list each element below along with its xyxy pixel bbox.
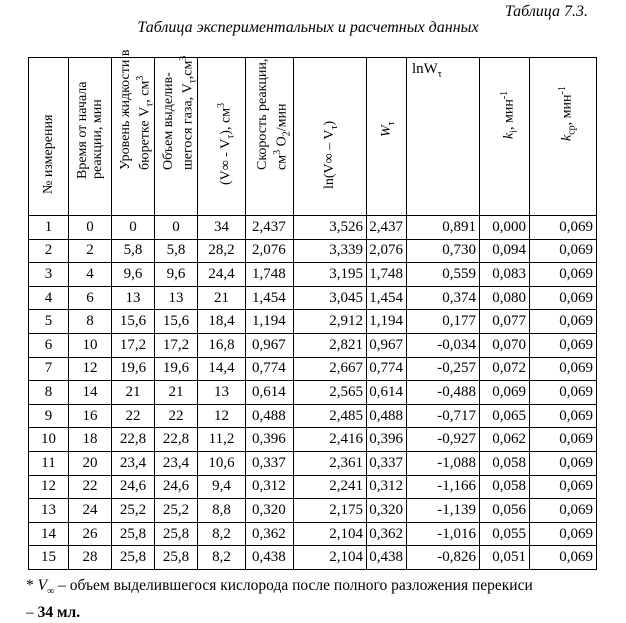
cell-kavg: 0,069 (530, 357, 597, 381)
cell-reaction-rate: 1,454 (246, 286, 294, 310)
cell-gas-volume: 15,6 (155, 310, 198, 334)
header-ln-volume: $\ln(V\infty - V_\tau)$ (294, 58, 367, 216)
cell-gas-volume: 17,2 (155, 333, 198, 357)
cell-volume-diff: 16,8 (198, 333, 246, 357)
table-row (29, 475, 597, 499)
cell-gas-volume: 25,8 (155, 522, 198, 546)
cell-reaction-rate: 0,438 (246, 546, 294, 570)
cell-ln-volume: 3,339 (294, 239, 367, 263)
cell-reaction-rate: 0,488 (246, 404, 294, 428)
cell-liquid-level: 24,6 (112, 475, 155, 499)
cell-liquid-level: 0 (112, 216, 155, 240)
cell-gas-volume: 25,2 (155, 499, 198, 523)
cell-w: 0,320 (367, 499, 407, 523)
cell-kavg: 0,069 (530, 428, 597, 452)
table-row (29, 522, 597, 546)
cell-volume-diff: 11,2 (198, 428, 246, 452)
cell-w: 0,967 (367, 333, 407, 357)
cell-ki: 0,069 (480, 381, 530, 405)
cell-reaction-rate: 0,320 (246, 499, 294, 523)
footnote: * $V_\infty$ – объем выделившегося кислорода после полного разложения перекиси – 34 мл. (26, 577, 533, 622)
cell-liquid-level: 21 (112, 381, 155, 405)
cell-ln-volume: 2,104 (294, 546, 367, 570)
table-row (29, 333, 597, 357)
cell-reaction-rate: 0,774 (246, 357, 294, 381)
table-row (29, 404, 597, 428)
cell-reaction-rate: 0,337 (246, 451, 294, 475)
table-row (29, 239, 597, 263)
cell-liquid-level: 25,8 (112, 522, 155, 546)
cell-liquid-level: 22,8 (112, 428, 155, 452)
cell-measurement: 3 (29, 263, 69, 287)
cell-w: 0,396 (367, 428, 407, 452)
cell-gas-volume: 24,6 (155, 475, 198, 499)
cell-ln-volume: 2,175 (294, 499, 367, 523)
cell-volume-diff: 24,4 (198, 263, 246, 287)
table-number: Таблица 7.3. (504, 3, 588, 20)
table-row (29, 263, 597, 287)
cell-time: 8 (69, 310, 112, 334)
cell-time: 12 (69, 357, 112, 381)
cell-gas-volume: 5,8 (155, 239, 198, 263)
cell-liquid-level: 15,6 (112, 310, 155, 334)
cell-ki: 0,051 (480, 546, 530, 570)
table-row (29, 357, 597, 381)
cell-gas-volume: 21 (155, 381, 198, 405)
cell-kavg: 0,069 (530, 546, 597, 570)
cell-kavg: 0,069 (530, 404, 597, 428)
cell-w: 0,312 (367, 475, 407, 499)
cell-ln-w: 0,559 (407, 263, 480, 287)
cell-measurement: 13 (29, 499, 69, 523)
cell-volume-diff: 21 (198, 286, 246, 310)
cell-ln-volume: 3,045 (294, 286, 367, 310)
cell-ln-w: 0,374 (407, 286, 480, 310)
table-row (29, 216, 597, 240)
header-ln-w: lnW$_\tau$ (407, 58, 480, 216)
header-liquid-level: Уровень жидкости в бюретке $V_\tau$, $см^3$ (112, 58, 155, 216)
cell-kavg: 0,069 (530, 522, 597, 546)
cell-volume-diff: 34 (198, 216, 246, 240)
cell-volume-diff: 28,2 (198, 239, 246, 263)
cell-ln-w: -0,717 (407, 404, 480, 428)
header-w: $W_\tau$ (367, 58, 407, 216)
cell-w: 0,438 (367, 546, 407, 570)
cell-time: 10 (69, 333, 112, 357)
cell-ki: 0,080 (480, 286, 530, 310)
cell-measurement: 8 (29, 381, 69, 405)
cell-ln-w: -1,016 (407, 522, 480, 546)
cell-ln-w: 0,177 (407, 310, 480, 334)
cell-ln-w: -0,488 (407, 381, 480, 405)
cell-w: 0,614 (367, 381, 407, 405)
cell-ln-w: -0,927 (407, 428, 480, 452)
cell-ln-volume: 2,565 (294, 381, 367, 405)
cell-liquid-level: 9,6 (112, 263, 155, 287)
cell-volume-diff: 18,4 (198, 310, 246, 334)
cell-measurement: 14 (29, 522, 69, 546)
cell-gas-volume: 13 (155, 286, 198, 310)
cell-kavg: 0,069 (530, 381, 597, 405)
cell-volume-diff: 8,2 (198, 546, 246, 570)
cell-ln-w: -0,826 (407, 546, 480, 570)
cell-reaction-rate: 0,967 (246, 333, 294, 357)
cell-w: 1,748 (367, 263, 407, 287)
header-kavg: $k_{ср}$, мин$^{-1}$ (530, 58, 597, 216)
table-body (29, 216, 597, 570)
cell-reaction-rate: 0,396 (246, 428, 294, 452)
cell-ln-volume: 2,485 (294, 404, 367, 428)
cell-measurement: 12 (29, 475, 69, 499)
cell-volume-diff: 9,4 (198, 475, 246, 499)
cell-time: 24 (69, 499, 112, 523)
header-measurement: № измерения (29, 58, 69, 216)
cell-ln-w: 0,891 (407, 216, 480, 240)
cell-reaction-rate: 0,312 (246, 475, 294, 499)
cell-ki: 0,058 (480, 475, 530, 499)
header-time: Время от начала реакции, мин (69, 58, 112, 216)
cell-ki: 0,083 (480, 263, 530, 287)
cell-time: 18 (69, 428, 112, 452)
cell-volume-diff: 13 (198, 381, 246, 405)
cell-ki: 0,070 (480, 333, 530, 357)
cell-liquid-level: 23,4 (112, 451, 155, 475)
cell-ln-volume: 2,821 (294, 333, 367, 357)
cell-liquid-level: 5,8 (112, 239, 155, 263)
cell-ln-volume: 2,104 (294, 522, 367, 546)
cell-gas-volume: 9,6 (155, 263, 198, 287)
cell-time: 14 (69, 381, 112, 405)
cell-kavg: 0,069 (530, 310, 597, 334)
cell-ln-volume: 2,241 (294, 475, 367, 499)
cell-liquid-level: 22 (112, 404, 155, 428)
cell-gas-volume: 0 (155, 216, 198, 240)
cell-kavg: 0,069 (530, 216, 597, 240)
cell-volume-diff: 8,8 (198, 499, 246, 523)
footnote-value: 34 мл. (37, 604, 81, 622)
header-row (29, 58, 597, 216)
cell-time: 20 (69, 451, 112, 475)
table-row (29, 428, 597, 452)
cell-ki: 0,072 (480, 357, 530, 381)
cell-ln-w: -1,139 (407, 499, 480, 523)
table-row (29, 381, 597, 405)
cell-w: 1,194 (367, 310, 407, 334)
cell-kavg: 0,069 (530, 263, 597, 287)
table-row (29, 546, 597, 570)
cell-measurement: 15 (29, 546, 69, 570)
cell-measurement: 2 (29, 239, 69, 263)
header-reaction-rate: Скорость реакции, $см^3$ $O_2$/мин (246, 58, 294, 216)
caption-text: Таблица экспериментальных и расчетных данных (137, 19, 479, 36)
cell-gas-volume: 23,4 (155, 451, 198, 475)
cell-volume-diff: 10,6 (198, 451, 246, 475)
cell-ln-w: -1,166 (407, 475, 480, 499)
cell-ki: 0,000 (480, 216, 530, 240)
cell-volume-diff: 14,4 (198, 357, 246, 381)
cell-w: 0,362 (367, 522, 407, 546)
cell-measurement: 9 (29, 404, 69, 428)
cell-time: 16 (69, 404, 112, 428)
cell-ln-w: 0,730 (407, 239, 480, 263)
table-row (29, 499, 597, 523)
cell-reaction-rate: 0,614 (246, 381, 294, 405)
cell-liquid-level: 13 (112, 286, 155, 310)
cell-gas-volume: 22 (155, 404, 198, 428)
cell-w: 1,454 (367, 286, 407, 310)
cell-reaction-rate: 0,362 (246, 522, 294, 546)
cell-reaction-rate: 1,194 (246, 310, 294, 334)
cell-kavg: 0,069 (530, 286, 597, 310)
header-ki: $k_i$, мин$^{-1}$ (480, 58, 530, 216)
cell-measurement: 11 (29, 451, 69, 475)
cell-reaction-rate: 1,748 (246, 263, 294, 287)
table-row (29, 310, 597, 334)
cell-ki: 0,077 (480, 310, 530, 334)
header-volume-diff: $(V\infty - V_\tau)$, $см^3$ (198, 58, 246, 216)
cell-w: 2,076 (367, 239, 407, 263)
cell-kavg: 0,069 (530, 499, 597, 523)
cell-liquid-level: 17,2 (112, 333, 155, 357)
cell-ln-w: -0,257 (407, 357, 480, 381)
cell-measurement: 1 (29, 216, 69, 240)
cell-ln-volume: 3,195 (294, 263, 367, 287)
cell-gas-volume: 19,6 (155, 357, 198, 381)
cell-ln-w: -1,088 (407, 451, 480, 475)
cell-liquid-level: 19,6 (112, 357, 155, 381)
cell-time: 4 (69, 263, 112, 287)
cell-kavg: 0,069 (530, 333, 597, 357)
cell-w: 0,774 (367, 357, 407, 381)
cell-liquid-level: 25,2 (112, 499, 155, 523)
cell-kavg: 0,069 (530, 239, 597, 263)
table-caption (0, 19, 626, 37)
cell-ki: 0,094 (480, 239, 530, 263)
cell-time: 22 (69, 475, 112, 499)
cell-gas-volume: 22,8 (155, 428, 198, 452)
cell-ki: 0,062 (480, 428, 530, 452)
cell-measurement: 4 (29, 286, 69, 310)
data-table (28, 49, 597, 570)
cell-measurement: 5 (29, 310, 69, 334)
cell-w: 0,337 (367, 451, 407, 475)
cell-gas-volume: 25,8 (155, 546, 198, 570)
cell-w: 0,488 (367, 404, 407, 428)
cell-reaction-rate: 2,437 (246, 216, 294, 240)
cell-time: 0 (69, 216, 112, 240)
cell-ln-volume: 2,361 (294, 451, 367, 475)
cell-measurement: 7 (29, 357, 69, 381)
header-gas-volume: Объем выделив- шегося газа, $V_\tau,см^3$ (155, 58, 198, 216)
cell-measurement: 6 (29, 333, 69, 357)
cell-volume-diff: 8,2 (198, 522, 246, 546)
cell-measurement: 10 (29, 428, 69, 452)
cell-time: 28 (69, 546, 112, 570)
cell-reaction-rate: 2,076 (246, 239, 294, 263)
cell-ln-volume: 2,912 (294, 310, 367, 334)
cell-time: 26 (69, 522, 112, 546)
cell-ki: 0,065 (480, 404, 530, 428)
cell-kavg: 0,069 (530, 475, 597, 499)
cell-liquid-level: 25,8 (112, 546, 155, 570)
cell-ki: 0,058 (480, 451, 530, 475)
cell-time: 6 (69, 286, 112, 310)
cell-time: 2 (69, 239, 112, 263)
cell-ln-volume: 3,526 (294, 216, 367, 240)
cell-ki: 0,056 (480, 499, 530, 523)
table-row (29, 451, 597, 475)
cell-kavg: 0,069 (530, 451, 597, 475)
cell-w: 2,437 (367, 216, 407, 240)
cell-ln-volume: 2,667 (294, 357, 367, 381)
cell-ki: 0,055 (480, 522, 530, 546)
table-row (29, 286, 597, 310)
cell-ln-w: -0,034 (407, 333, 480, 357)
cell-ln-volume: 2,416 (294, 428, 367, 452)
cell-volume-diff: 12 (198, 404, 246, 428)
